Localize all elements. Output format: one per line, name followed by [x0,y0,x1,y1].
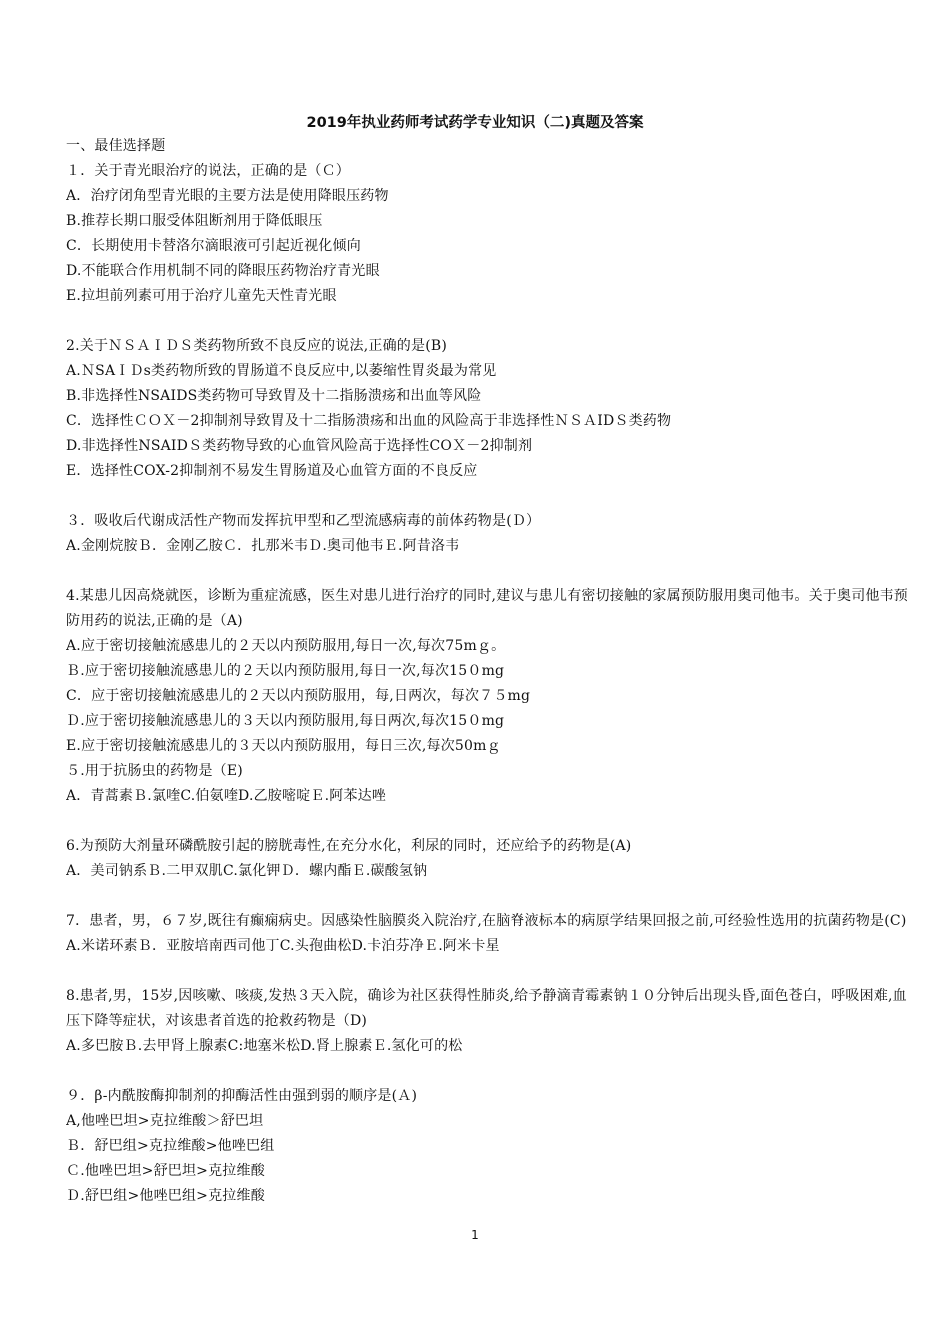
option-e: E．选择性COX-2抑制剂不易发生胃肠道及心血管方面的不良反应 [66,463,478,479]
option-c: Ｃ.他唑巴坦>舒巴坦>克拉维酸 [66,1163,265,1179]
document-body [66,134,916,1209]
option-a: A．治疗闭角型青光眼的主要方法是使用降眼压药物 [66,188,389,204]
question-stem: 2.关于ＮＳＡＩＤＳ类药物所致不良反应的说法,正确的是(B) [66,338,448,354]
option-a: A,他唑巴坦>克拉维酸＞舒巴坦 [66,1113,264,1129]
question-stem: ５.用于抗肠虫的药物是（E) [66,763,243,779]
option-list: A.多巴胺Ｂ.去甲肾上腺素C:地塞米松D.肾上腺素Ｅ.氢化可的松 [66,1038,463,1054]
question-stem: ９．β-内酰胺酶抑制剂的抑酶活性由强到弱的顺序是(Ａ) [66,1088,418,1104]
option-d: Ｄ.舒巴组>他唑巴组>克拉维酸 [66,1188,265,1204]
question-2 [66,334,916,484]
question-5 [66,759,916,809]
spacer [66,309,916,334]
option-c: C．应于密切接触流感患儿的２天以内预防服用，每,日两次，每次７５mg [66,688,531,704]
option-e: E.应于密切接触流感患儿的３天以内预防服用，每日三次,每次50mｇ [66,738,501,754]
spacer [66,809,916,834]
option-list: A．美司钠系Ｂ.二甲双肌C.氯化钾Ｄ．螺内酯Ｅ.碳酸氢钠 [66,863,428,879]
option-b: B.非选择性NSAIDS类药物可导致胃及十二指肠溃疡和出血等风险 [66,388,482,404]
option-c: C．选择性ＣＯＸ－2抑制剂导致胃及十二指肠溃疡和出血的风险高于非选择性ＮＳＡIDＳ类药物 [66,413,672,429]
spacer [66,1059,916,1084]
question-stem: １．关于青光眼治疗的说法，正确的是（Ｃ） [66,163,350,179]
spacer [66,484,916,509]
section-heading: 一、最佳选择题 [66,138,166,154]
option-list: A.米诺环素Ｂ．亚胺培南西司他丁C.头孢曲松D.卡泊芬净Ｅ.阿米卡星 [66,938,500,954]
option-b: Ｂ.应于密切接触流感患儿的２天以内预防服用,每日一次,每次15０mg [66,663,505,679]
question-stem: 8.患者,男，15岁,因咳嗽、咳痰,发热３天入院，确诊为社区获得性肺炎,给予静滴青霉素钠１０分钟后出现头昏,面色苍白，呼吸困难,血压下降等症状，对该患者首选的抢救药物是（D) [66,988,907,1029]
option-b: Ｂ．舒巴组>克拉维酸>他唑巴组 [66,1138,275,1154]
question-8 [66,984,916,1059]
option-d: D.不能联合作用机制不同的降眼压药物治疗青光眼 [66,263,380,279]
option-e: E.拉坦前列素可用于治疗儿童先天性青光眼 [66,288,337,304]
option-list: A.金刚烷胺Ｂ．金刚乙胺Ｃ．扎那米韦Ｄ.奥司他韦Ｅ.阿昔洛韦 [66,538,460,554]
option-b: B.推荐长期口服受体阻断剂用于降低眼压 [66,213,323,229]
question-3 [66,509,916,559]
option-d: Ｄ.应于密切接触流感患儿的３天以内预防服用,每日两次,每次15０mg [66,713,505,729]
option-a: A.应于密切接触流感患儿的２天以内预防服用,每日一次,每次75mｇ。 [66,638,506,654]
option-a: A.ＮSAＩＤs类药物所致的胃肠道不良反应中,以萎缩性胃炎最为常见 [66,363,497,379]
option-d: D.非选择性NSAIDＳ类药物导致的心血管风险高于选择性COＸ－2抑制剂 [66,438,533,454]
spacer [66,884,916,909]
page-number: 1 [471,1228,479,1242]
question-7 [66,909,916,959]
option-c: C．长期使用卡替洛尔滴眼液可引起近视化倾向 [66,238,361,254]
question-stem: 7．患者，男，６７岁,既往有癫痫病史。因感染性脑膜炎入院治疗,在脑脊液标本的病原学结果回报之前,可经验性选用的抗菌药物是(C) [66,913,907,929]
spacer [66,559,916,584]
question-1 [66,159,916,309]
question-4 [66,584,916,759]
question-6 [66,834,916,884]
document-title: 2019年执业药师考试药学专业知识（二)真题及答案 [306,115,644,131]
question-stem: 4.某患儿因高烧就医，诊断为重症流感，医生对患儿进行治疗的同时,建议与患儿有密切接触的家属预防服用奥司他韦。关于奥司他韦预防用药的说法,正确的是（A) [66,588,909,629]
question-stem: ３．吸收后代谢成活性产物而发挥抗甲型和乙型流感病毒的前体药物是(Ｄ） [66,513,541,529]
option-list: A．青蒿素Ｂ.氯喹C.伯氨喹D.乙胺嘧啶Ｅ.阿苯达唑 [66,788,387,804]
question-9 [66,1084,916,1209]
question-stem: 6.为预防大剂量环磷酰胺引起的膀胱毒性,在充分水化，利尿的同时，还应给予的药物是(A) [66,838,632,854]
spacer [66,959,916,984]
